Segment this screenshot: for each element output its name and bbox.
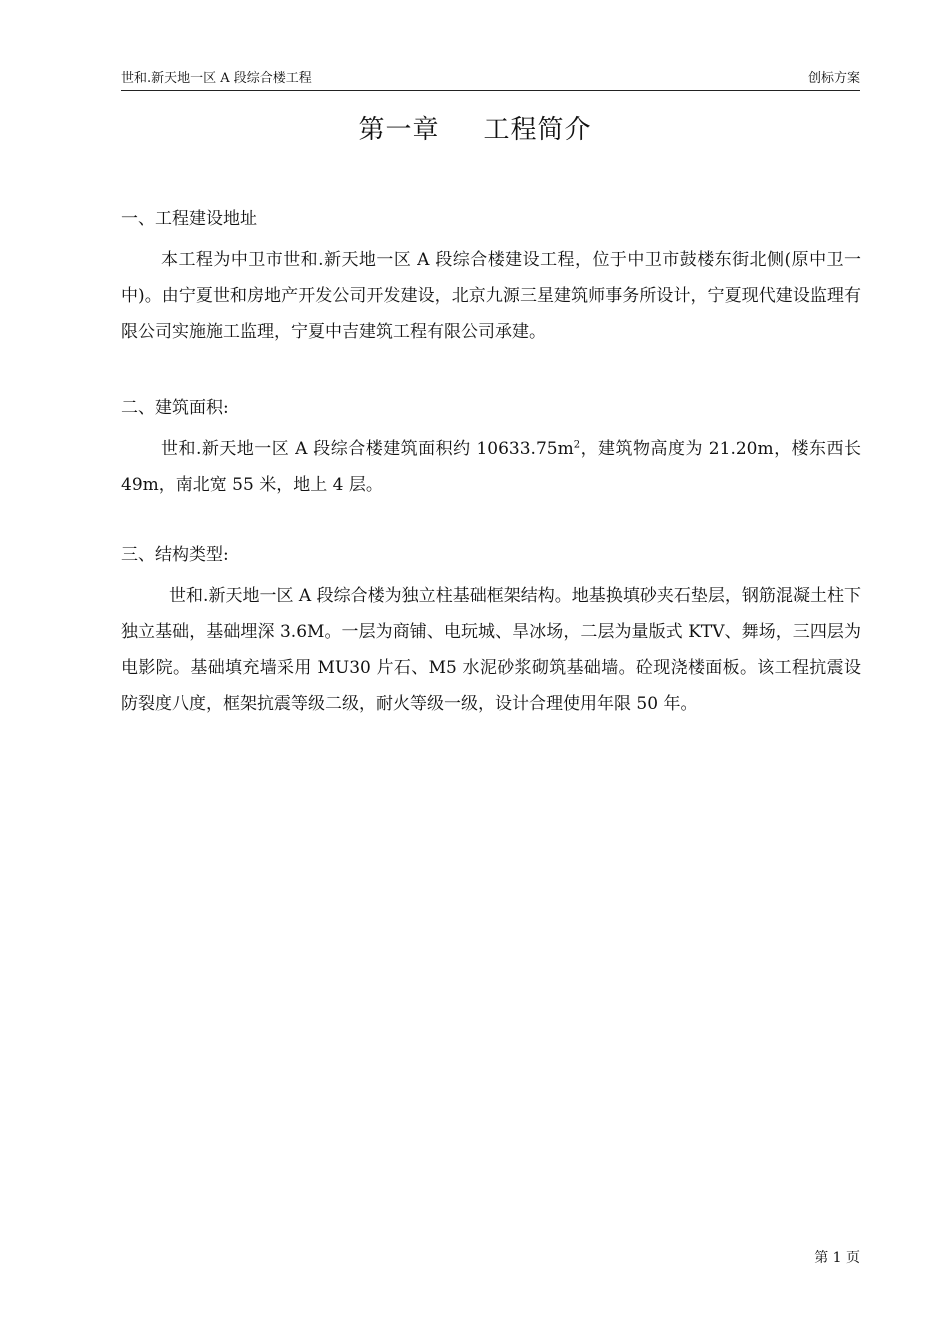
section-building-area xyxy=(121,395,861,503)
section-heading: 三、结构类型: xyxy=(121,545,229,565)
section-heading: 二、建筑面积: xyxy=(121,398,229,418)
chapter-title xyxy=(0,112,950,148)
chapter-number: 第一章 xyxy=(358,115,440,145)
chapter-name: 工程简介 xyxy=(483,115,592,145)
page-header xyxy=(121,70,860,91)
section-structure-type xyxy=(121,542,861,722)
section-body: 本工程为中卫市世和.新天地一区 A 段综合楼建设工程，位于中卫市鼓楼东街北侧(原中卫一中)。由宁夏世和房地产开发公司开发建设，北京九源三星建筑师事务所设计，宁夏现代建设监理有限公司实施施工监理，宁夏中吉建筑工程有限公司承建。 xyxy=(121,250,861,342)
section-construction-address xyxy=(121,206,861,350)
area-unit-superscript: 2 xyxy=(573,439,581,451)
area-text-rest: ，建筑物高度为 21.20m，楼东西长 49m，南北宽 55 米，地上 4 层。 xyxy=(121,439,861,495)
section-body xyxy=(121,431,861,503)
area-text: 世和.新天地一区 A 段综合楼建筑面积约 10633.75m xyxy=(161,439,574,459)
section-body: 世和.新天地一区 A 段综合楼为独立柱基础框架结构。地基换填砂夹石垫层，钢筋混凝土柱下独立基础，基础埋深 3.6M。一层为商铺、电玩城、旱冰场，二层为量版式 KTV、舞场，三四层为电影院。基础填充墙采用 MU30 片石、M5 水泥砂浆砌筑基础墙。砼现浇楼面板。该工程抗震设防裂度八度，框架抗震等级二级，耐火等级一级，设计合理使用年限 50 年。 xyxy=(121,586,861,714)
page-number: 第 1 页 xyxy=(814,1250,860,1266)
header-project-title: 世和.新天地一区 A 段综合楼工程 xyxy=(121,71,312,86)
section-heading: 一、工程建设地址 xyxy=(121,209,257,229)
header-doc-type: 创标方案 xyxy=(807,71,860,86)
